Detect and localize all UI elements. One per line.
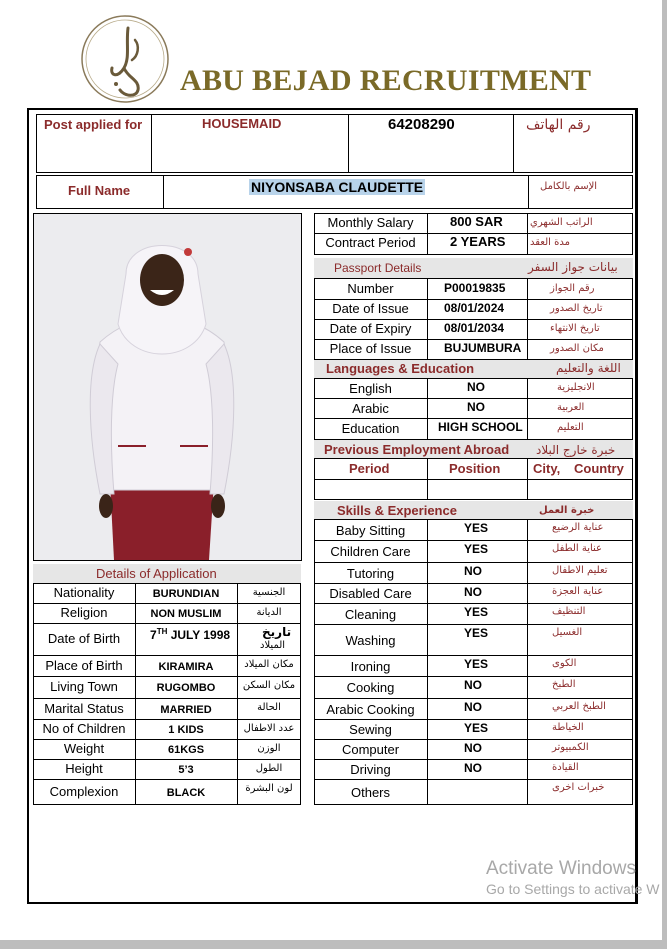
skill-label-ar: الكوى bbox=[552, 658, 577, 669]
detail-label-ar: الجنسية bbox=[252, 587, 286, 598]
row-divider bbox=[314, 562, 633, 563]
skill-label-ar: الغسيل bbox=[552, 627, 583, 638]
detail-value: BURUNDIAN bbox=[152, 588, 220, 600]
row-divider bbox=[314, 319, 633, 320]
passport-value: P00019835 bbox=[444, 281, 506, 295]
skill-value: YES bbox=[464, 626, 489, 640]
detail-value: MARRIED bbox=[160, 703, 212, 716]
passport-title-ar: بيانات جواز السفر bbox=[528, 260, 618, 274]
details-title: Details of Application bbox=[96, 566, 217, 581]
skill-label-ar: القيادة bbox=[552, 762, 579, 773]
detail-label-ar: الحالة bbox=[257, 702, 281, 713]
row-divider bbox=[33, 655, 301, 656]
skill-label: Others bbox=[350, 785, 390, 800]
row-divider bbox=[314, 540, 633, 541]
passport-label-ar: تاريخ الصدور bbox=[550, 303, 603, 314]
row-divider bbox=[314, 299, 633, 300]
salary-label-ar: الراتب الشهري bbox=[530, 217, 593, 228]
language-value: NO bbox=[467, 400, 485, 414]
row-divider bbox=[314, 655, 633, 656]
passport-label: Date of Expiry bbox=[329, 321, 412, 336]
employment-col-position: Position bbox=[449, 461, 501, 476]
passport-label: Place of Issue bbox=[329, 341, 412, 356]
skill-value: YES bbox=[464, 721, 489, 735]
dob-day: 7 bbox=[150, 628, 157, 642]
skill-label: Sewing bbox=[349, 722, 392, 737]
detail-label-ar: لون البشرة bbox=[245, 783, 293, 794]
skill-label: Disabled Care bbox=[329, 586, 412, 601]
skill-value: YES bbox=[464, 542, 489, 556]
languages-title: Languages & Education bbox=[326, 361, 475, 376]
passport-label: Date of Issue bbox=[332, 301, 409, 316]
row-divider bbox=[314, 759, 633, 760]
skill-label-ar: خبرات اخرى bbox=[552, 782, 605, 793]
activate-windows-title: Activate Windows bbox=[486, 858, 636, 879]
skill-value: NO bbox=[464, 564, 482, 578]
detail-label: Nationality bbox=[53, 585, 115, 600]
dob-rest: JULY 1998 bbox=[167, 628, 231, 642]
skills-title-ar: خبرة العمل bbox=[539, 505, 595, 516]
row-divider bbox=[314, 779, 633, 780]
skill-label-ar: الخياطة bbox=[552, 722, 584, 733]
salary-label: Monthly Salary bbox=[327, 215, 414, 230]
detail-label: Date of Birth bbox=[47, 631, 121, 646]
skill-label-ar: الطبخ العربي bbox=[552, 701, 606, 712]
row-divider bbox=[314, 676, 633, 677]
detail-label: Place of Birth bbox=[45, 657, 123, 673]
row-divider bbox=[314, 739, 633, 740]
detail-value: BLACK bbox=[166, 787, 206, 799]
skill-label-ar: عناية الطفل bbox=[552, 543, 603, 554]
skills-title: Skills & Experience bbox=[337, 503, 457, 518]
employment-col-period: Period bbox=[349, 461, 390, 476]
passport-value: 08/01/2024 bbox=[444, 301, 505, 315]
company-logo bbox=[80, 14, 170, 104]
skill-label: Ironing bbox=[350, 658, 391, 674]
row-divider bbox=[33, 676, 301, 677]
passport-value: BUJUMBURA bbox=[444, 341, 522, 355]
skill-value: YES bbox=[464, 521, 489, 535]
languages-title-ar: اللغة والتعليم bbox=[556, 361, 621, 375]
detail-value: KIRAMIRA bbox=[158, 660, 214, 673]
skill-label-ar: عناية الرضيع bbox=[552, 522, 604, 533]
company-name: ABU BEJAD RECRUITMENT bbox=[180, 64, 592, 97]
passport-value: 08/01/2034 bbox=[444, 321, 505, 335]
row-divider bbox=[33, 623, 301, 624]
row-divider bbox=[33, 719, 301, 720]
skill-value: NO bbox=[464, 678, 482, 692]
employment-title-ar: خبرة خارج البلاد bbox=[536, 443, 616, 457]
row-divider bbox=[33, 603, 301, 604]
detail-label-ar: الوزن bbox=[257, 743, 281, 754]
skill-label-ar: الطبخ bbox=[552, 679, 576, 690]
detail-label: Complexion bbox=[49, 784, 119, 799]
skill-label: Children Care bbox=[330, 544, 411, 559]
detail-label: Weight bbox=[63, 741, 105, 756]
skill-label-ar: عناية العجزة bbox=[552, 586, 604, 597]
row-divider bbox=[314, 339, 633, 340]
passport-label-ar: رقم الجواز bbox=[550, 283, 595, 294]
skill-value: YES bbox=[464, 605, 489, 619]
skill-label: Washing bbox=[345, 632, 396, 648]
post-label: Post applied for bbox=[44, 117, 143, 132]
detail-value: 61KGS bbox=[167, 744, 205, 756]
row-divider bbox=[314, 398, 633, 399]
skill-label-ar: تعليم الاطفال bbox=[552, 565, 608, 576]
detail-value: RUGOMBO bbox=[156, 682, 216, 694]
detail-label: Marital Status bbox=[44, 700, 124, 716]
detail-label-ar-2: الميلاد bbox=[260, 640, 286, 651]
detail-label-ar: تاريخ bbox=[262, 625, 292, 639]
detail-label-ar: الطول bbox=[255, 763, 283, 774]
detail-label: Religion bbox=[60, 605, 108, 620]
salary-value: 2 YEARS bbox=[450, 234, 506, 249]
detail-label: Living Town bbox=[50, 679, 118, 694]
language-value: HIGH SCHOOL bbox=[438, 420, 523, 434]
post-value: HOUSEMAID bbox=[202, 116, 282, 131]
row-divider bbox=[314, 418, 633, 419]
phone-value: 64208290 bbox=[388, 116, 455, 133]
detail-label-ar: عدد الاطفال bbox=[243, 723, 295, 734]
salary-label: Contract Period bbox=[325, 235, 416, 250]
skill-label-ar: الكمبيوتر bbox=[552, 742, 589, 753]
skill-value: YES bbox=[464, 657, 489, 671]
detail-value: 5’3 bbox=[178, 764, 194, 776]
skill-label: Cooking bbox=[346, 680, 395, 695]
language-label-ar: الانجليزية bbox=[557, 382, 595, 393]
row-divider bbox=[33, 698, 301, 699]
row-divider bbox=[314, 624, 633, 625]
fullname-label-ar: الإسم بالكامل bbox=[540, 181, 598, 192]
skill-label: Tutoring bbox=[346, 565, 395, 581]
language-label: Education bbox=[341, 421, 400, 436]
row-divider bbox=[33, 779, 301, 780]
skill-value: NO bbox=[464, 585, 482, 599]
skill-label: Arabic Cooking bbox=[326, 701, 415, 717]
detail-value: NON MUSLIM bbox=[150, 608, 222, 620]
row-divider bbox=[314, 719, 633, 720]
row-divider bbox=[33, 739, 301, 740]
passport-label-ar: تاريخ الانتهاء bbox=[550, 323, 600, 334]
detail-value: 1 KIDS bbox=[168, 724, 204, 736]
employment-title: Previous Employment Abroad bbox=[324, 442, 510, 457]
phone-label-ar: رقم الهاتف bbox=[526, 117, 591, 133]
skill-label: Cleaning bbox=[344, 606, 397, 622]
language-label-ar: التعليم bbox=[557, 422, 584, 433]
row-divider bbox=[33, 759, 301, 760]
skill-value: NO bbox=[464, 700, 482, 714]
employment-col-country: Country bbox=[574, 461, 624, 476]
detail-label-ar: مكان السكن bbox=[242, 680, 296, 691]
fullname-label: Full Name bbox=[68, 183, 131, 198]
activate-windows-subtitle: Go to Settings to activate W bbox=[486, 881, 660, 897]
skill-value: NO bbox=[464, 741, 482, 755]
skill-label: Driving bbox=[350, 762, 391, 777]
row-divider bbox=[314, 583, 633, 584]
language-label: English bbox=[349, 381, 392, 396]
skill-value: NO bbox=[464, 761, 482, 775]
passport-label: Number bbox=[347, 281, 394, 296]
detail-label: Height bbox=[65, 761, 103, 776]
language-label: Arabic bbox=[352, 401, 389, 416]
skill-label: Baby Sitting bbox=[335, 522, 406, 538]
passport-title: Passport Details bbox=[334, 261, 422, 275]
language-label-ar: العربية bbox=[557, 402, 585, 413]
skill-label-ar: التنظيف bbox=[552, 606, 586, 617]
employment-col-city: City, bbox=[533, 461, 561, 476]
passport-label-ar: مكان الصدور bbox=[550, 343, 604, 354]
detail-label: No of Children bbox=[42, 721, 126, 736]
salary-label-ar: مدة العقد bbox=[530, 237, 570, 248]
detail-label-ar: الديانة bbox=[256, 607, 282, 618]
candidate-photo bbox=[34, 214, 301, 560]
row-divider bbox=[314, 698, 633, 699]
salary-value: 800 SAR bbox=[450, 214, 503, 229]
detail-value bbox=[150, 625, 230, 642]
detail-label-ar: مكان الميلاد bbox=[244, 659, 294, 670]
dob-suffix: TH bbox=[156, 627, 168, 636]
skill-label: Computer bbox=[341, 742, 400, 757]
language-value: NO bbox=[467, 380, 485, 394]
fullname-value: NIYONSABA CLAUDETTE bbox=[251, 179, 424, 195]
row-divider bbox=[314, 603, 633, 604]
col-divider bbox=[237, 583, 238, 805]
